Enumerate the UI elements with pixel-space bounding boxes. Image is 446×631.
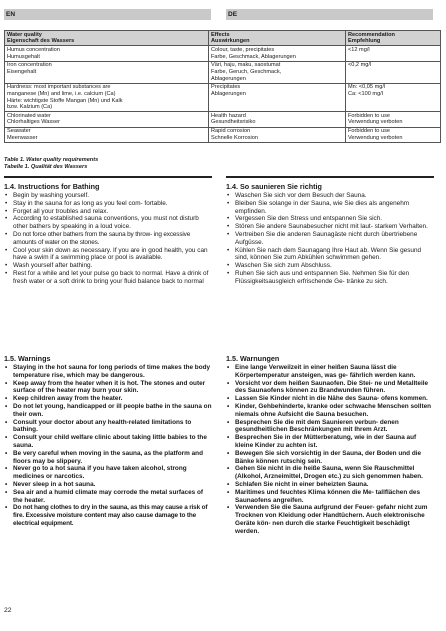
- section-title: 1.4. Instructions for Bathing: [4, 182, 100, 191]
- table-cell: Seawater Meerwasser: [5, 127, 209, 142]
- table-row: [5, 61, 441, 83]
- warning-list: [4, 364, 212, 528]
- list-item: • Schlafen Sie nicht in einer beheizten Sauna.: [226, 481, 434, 489]
- instruction-list: [226, 192, 434, 286]
- table-cell: Forbidden to use Verwendung verboten: [346, 127, 441, 142]
- language-header-de: DE: [226, 9, 433, 20]
- water-quality-table: [4, 30, 441, 143]
- table-cell: Humus concentration Humusgehalt: [5, 46, 209, 61]
- list-item: • Bleiben Sie solange in der Sauna, wie Sie dies als angenehm empfinden.: [226, 200, 434, 216]
- table-cell: Rapid corrosion Schnelle Korrosion: [209, 127, 346, 142]
- header-effects: Effects Auswirkungen: [209, 31, 346, 46]
- section-title: 1.4. So saunieren Sie richtig: [226, 182, 322, 191]
- table-header-row: [5, 31, 441, 46]
- list-item: • Do not let young, handicapped or ill people bathe in the sauna on their own.: [4, 403, 212, 419]
- list-item: • Wash yourself after bathing.: [4, 262, 212, 270]
- list-item: • Never sleep in a hot sauna.: [4, 481, 212, 489]
- section-title: 1.5. Warnungen: [226, 354, 280, 363]
- list-item: • Maritimes und feuchtes Klima können die Me- tallflächen des Saunaofens angreifen.: [226, 489, 434, 505]
- list-item: • Consult your child welfare clinic about taking little babies to the sauna.: [4, 434, 212, 450]
- table-cell: Precipitates Ablagerungen: [209, 83, 346, 112]
- column-divider-left: [4, 176, 212, 178]
- table-cell: Forbidden to use Verwendung verboten: [346, 112, 441, 127]
- list-item: • Stören Sie andere Saunabesucher nicht mit laut- starkem Verhalten.: [226, 223, 434, 231]
- list-item: • Besprechen Sie die mit dem Saunieren verbun- denen gesundheitlichen Beschränkungen mit Ihrem Arzt.: [226, 419, 434, 435]
- list-item: • Sea air and a humid climate may corrode the metal surfaces of the heater.: [4, 489, 212, 505]
- list-item: • Eine lange Verweilzeit in einer heißen Sauna lässt die Körpertemperatur ansteigen, was ge- fährlich werden kann.: [226, 364, 434, 380]
- list-item: • Staying in the hot sauna for long periods of time makes the body temperature rise, which may be dangerous.: [4, 364, 212, 380]
- list-item: • Kühlen Sie nach dem Saunagang Ihre Haut ab. Wenn Sie gesund sind, können Sie zum Abkühlen schwimmen gehen.: [226, 247, 434, 263]
- table-cell: Väri, haju, maku, saostumat Farbe, Geruch, Geschmack, Ablagerungen: [209, 61, 346, 83]
- list-item: • Waschen Sie sich zum Abschluss.: [226, 262, 434, 270]
- list-item: • Keep away from the heater when it is hot. The stones and outer surface of the heater may burn your skin.: [4, 380, 212, 396]
- list-item: • According to established sauna conventions, you must not disturb other bathers by speaking in a loud voice.: [4, 215, 212, 231]
- list-item: • Ruhen Sie sich aus und entspannen Sie. Nehmen Sie für den Flüssigkeitsausgleich erfrischende Ge- tränke zu sich.: [226, 270, 434, 286]
- list-item: • Vorsicht vor dem heißen Saunaofen. Die Stei- ne und Metallteile des Saunaofens können zu Brandwunden führen.: [226, 380, 434, 396]
- warning-list: [226, 364, 434, 536]
- page-number: 22: [4, 607, 12, 614]
- table-cell: Chlorinated water Chlorhaltiges Wasser: [5, 112, 209, 127]
- section-warnings-de: [226, 354, 434, 536]
- list-item: • Keep children away from the heater.: [4, 395, 212, 403]
- table-cell: Hardness: most important substances are manganese (Mn) and lime, i.e. calcium (Ca) Härte: wichtigste Stoffe Mangan (Mn) und Kalk bzw. Kalzium (Ca): [5, 83, 209, 112]
- list-item: • Vertreiben Sie die anderen Saunagäste nicht durch übertriebene Aufgüsse.: [226, 231, 434, 247]
- table-cell: Iron concentration Eisengehalt: [5, 61, 209, 83]
- section-title: 1.5. Warnings: [4, 354, 51, 363]
- list-item: • Waschen Sie sich vor dem Besuch der Sauna.: [226, 192, 434, 200]
- list-item: • Do not hang clothes to dry in the sauna, as this may cause a risk of fire. Excessive moisture content may also cause damage to the electrical equipment.: [4, 504, 212, 527]
- column-divider-right: [226, 176, 434, 178]
- header-recommendation: Recommendation Empfehlung: [346, 31, 441, 46]
- section-instructions-en: [4, 182, 212, 286]
- list-item: • Cool your skin down as necessary. If you are in good health, you can have a swim if a swimming place or pool is available.: [4, 247, 212, 263]
- table-caption-en: Table 1. Water quality requirements: [4, 157, 99, 163]
- list-item: • Lassen Sie Kinder nicht in die Nähe des Sauna- ofens kommen.: [226, 395, 434, 403]
- table-caption-de: Tabelle 1. Qualität des Wassers: [4, 163, 88, 170]
- list-item: • Never go to a hot sauna if you have taken alcohol, strong medicines or narcotics.: [4, 465, 212, 481]
- list-item: • Forget all your troubles and relax.: [4, 208, 212, 216]
- list-item: • Vergessen Sie den Stress und entspannen Sie sich.: [226, 215, 434, 223]
- table-row: [5, 83, 441, 112]
- table-cell: <12 mg/l: [346, 46, 441, 61]
- section-warnings-en: [4, 354, 212, 528]
- section-instructions-de: [226, 182, 434, 286]
- list-item: • Be very careful when moving in the sauna, as the platform and floors may be slippery.: [4, 450, 212, 466]
- list-item: • Stay in the sauna for as long as you feel com- fortable.: [4, 200, 212, 208]
- list-item: • Do not force other bathers from the sauna by throw- ing excessive amounts of water on the stones.: [4, 231, 212, 247]
- language-header-en: EN: [4, 9, 211, 20]
- table-cell: Colour, taste, precipitates Farbe, Geschmack, Ablagerungen: [209, 46, 346, 61]
- list-item: • Kinder, Gehbehinderte, kranke oder schwache Menschen sollten niemals ohne Aufsicht die Sauna besuchen.: [226, 403, 434, 419]
- list-item: • Verwenden Sie die Sauna aufgrund der Feuer- gefahr nicht zum Trocknen von Kleidung oder Handtüchern. Auch elektronische Geräte kön- nen durch die starke Feuchtigkeit beschädigt werden.: [226, 504, 434, 535]
- list-item: • Gehen Sie nicht in die heiße Sauna, wenn Sie Rauschmittel (Alkohol, Arzneimittel, Drogen etc.) zu sich genommen haben.: [226, 465, 434, 481]
- table-caption: [4, 157, 98, 170]
- table-row: [5, 46, 441, 61]
- list-item: • Besprechen Sie in der Mütterberatung, wie in der Sauna auf kleine Kinder zu achten ist.: [226, 434, 434, 450]
- list-item: • Rest for a while and let your pulse go back to normal. Have a drink of fresh water or a soft drink to bring your fluid balance back to normal: [4, 270, 212, 286]
- instruction-list: [4, 192, 212, 286]
- table-row: [5, 127, 441, 142]
- list-item: • Begin by washing yourself.: [4, 192, 212, 200]
- table-cell: Mn: <0,05 mg/l Ca: <100 mg/l: [346, 83, 441, 112]
- list-item: • Bewegen Sie sich vorsichtig in der Sauna, der Boden und die Bänke können rutschig sein.: [226, 450, 434, 466]
- table-cell: <0,2 mg/l: [346, 61, 441, 83]
- header-water-quality: Water quality Eigenschaft des Wassers: [5, 31, 209, 46]
- table-row: [5, 112, 441, 127]
- list-item: • Consult your doctor about any health-related limitations to bathing.: [4, 419, 212, 435]
- table-cell: Health hazard Gesundheitsrisiko: [209, 112, 346, 127]
